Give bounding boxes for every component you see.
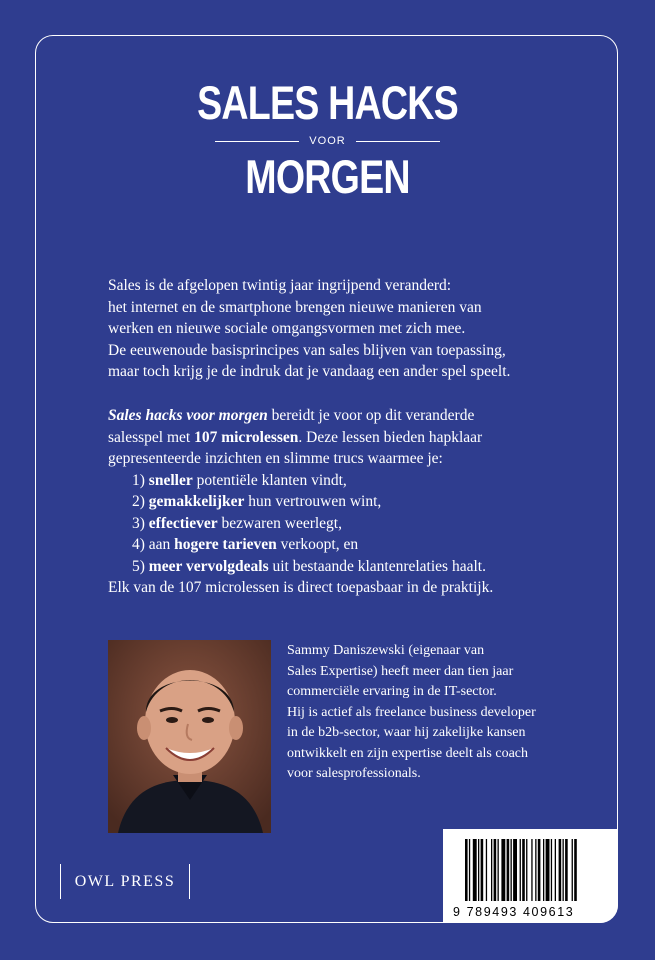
list-item: 3) effectiever bezwaren weerlegt, [132, 514, 342, 532]
list-item: 4) aan hogere tarieven verkoopt, en [132, 536, 359, 553]
description-line: salesspel met 107 microlessen. Deze lessen bieden hapklaar [108, 428, 483, 446]
author-portrait-icon [108, 640, 271, 833]
intro-line: het internet en de smartphone brengen nieuwe manieren van [108, 298, 482, 316]
bio-line: Sales Expertise) heeft meer dan tien jaar [287, 663, 514, 679]
author-bio [287, 641, 587, 785]
intro-line: De eeuwenoude basisprincipes van sales blijven van toepassing, [108, 341, 506, 359]
intro-line: Sales is de afgelopen twintig jaar ingrijpend veranderd: [108, 277, 452, 294]
isbn-barcode [443, 829, 618, 923]
list-item: 5) meer vervolgdeals uit bestaande klantenrelaties haalt. [132, 557, 486, 575]
title-rule-right [356, 141, 440, 142]
publisher-logo [60, 864, 190, 899]
book-title-inline: Sales hacks voor morgen [108, 407, 268, 424]
description-paragraph [108, 405, 578, 599]
description-line: Sales hacks voor morgen bereidt je voor op dit veranderde [108, 407, 475, 424]
list-item: 2) gemakkelijker hun vertrouwen wint, [132, 493, 382, 510]
publisher-name: OWL PRESS [74, 872, 176, 890]
title-rule-left [215, 141, 299, 142]
intro-paragraph [108, 275, 568, 383]
title-line-2: MORGEN [245, 150, 410, 203]
title-connector: VOOR [309, 135, 346, 147]
book-title [0, 78, 655, 202]
list-item: 1) sneller potentiële klanten vindt, [132, 471, 347, 489]
barcode-icon [443, 829, 618, 905]
closing-line: Elk van de 107 microlessen is direct toepasbaar in de praktijk. [108, 579, 494, 596]
bio-line: Sammy Daniszewski (eigenaar van [287, 643, 485, 658]
title-line-1: SALES HACKS [197, 76, 458, 129]
description-line: gepresenteerde inzichten en slimme trucs waarmee je: [108, 450, 443, 467]
bio-line: voor salesprofessionals. [287, 766, 421, 781]
bio-line: ontwikkelt en zijn expertise deelt als coach [287, 745, 529, 761]
bio-line: Hij is actief als freelance business developer [287, 704, 536, 720]
author-photo [108, 640, 271, 833]
benefits-list [108, 470, 578, 578]
bio-line: in de b2b-sector, waar hij zakelijke kansen [287, 725, 526, 740]
bio-line: commerciële ervaring in de IT-sector. [287, 684, 497, 699]
intro-line: maar toch krijg je de indruk dat je vandaag een ander spel speelt. [108, 363, 511, 380]
title-connector-row [0, 132, 655, 150]
intro-line: werken en nieuwe sociale omgangsvormen met zich mee. [108, 320, 466, 337]
lesson-count: 107 microlessen [194, 428, 299, 446]
isbn-digits: 9 789493 409613 [453, 905, 575, 919]
